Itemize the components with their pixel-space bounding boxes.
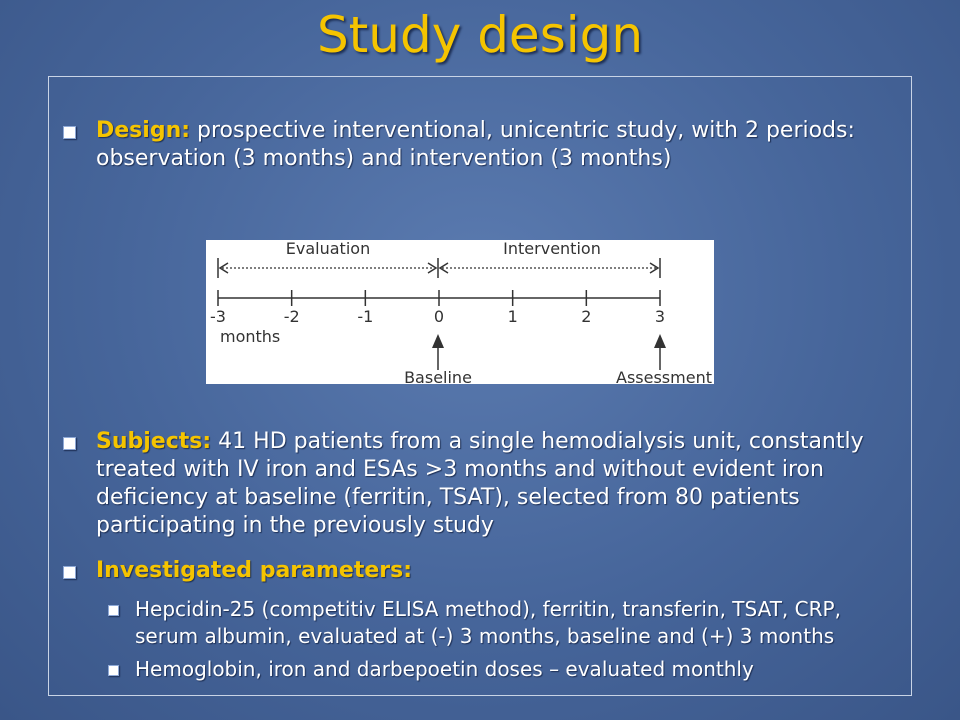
design-label: Design: <box>96 118 191 143</box>
parameters-label: Investigated parameters: <box>96 558 413 583</box>
bullet-square-icon <box>63 566 76 579</box>
subitem-hemoglobin <box>135 656 905 683</box>
design-text: prospective interventional, unicentric study, with 2 periods: observation (3 months) and intervention (3 months) <box>96 118 855 171</box>
tick-label: 3 <box>654 307 666 326</box>
tick-label: -3 <box>210 307 226 326</box>
bullet-square-icon <box>108 605 119 616</box>
tick-label: -1 <box>357 307 374 326</box>
tick-label: 1 <box>507 307 518 326</box>
intervention-label: Intervention <box>503 240 601 258</box>
baseline-label: Baseline <box>404 368 472 384</box>
bullet-square-icon <box>63 126 76 139</box>
timeline-diagram <box>206 240 714 384</box>
unit-label: months <box>220 327 281 346</box>
bullet-subjects <box>96 428 886 540</box>
evaluation-label: Evaluation <box>285 240 371 258</box>
bullet-square-icon <box>63 437 76 450</box>
subitem-text: Hemoglobin, iron and darbepoetin doses – evaluated monthly <box>135 657 754 681</box>
tick-label: 2 <box>581 307 592 326</box>
bullet-parameters <box>96 557 886 585</box>
subitem-text: Hepcidin-25 (competitiv ELISA method), ferritin, transferin, TSAT, CRP, serum albumin, evaluated at (-) 3 months, baseline and (+) 3 months <box>135 597 841 648</box>
slide-title: Study design <box>316 6 644 64</box>
tick-label: -2 <box>283 307 300 326</box>
subitem-hepcidin <box>135 596 905 650</box>
subjects-label: Subjects: <box>96 429 212 454</box>
assessment-label: Assessment <box>616 368 712 384</box>
timeline-background <box>206 240 714 384</box>
tick-label: 0 <box>433 307 445 326</box>
subjects-text: 41 HD patients from a single hemodialysis unit, constantly treated with IV iron and ESAs >3 months and without evident iron deficiency at baseline (ferritin, TSAT), selected from 80 patients participating in the previously study <box>96 429 864 538</box>
bullet-design <box>96 117 876 173</box>
bullet-square-icon <box>108 665 119 676</box>
